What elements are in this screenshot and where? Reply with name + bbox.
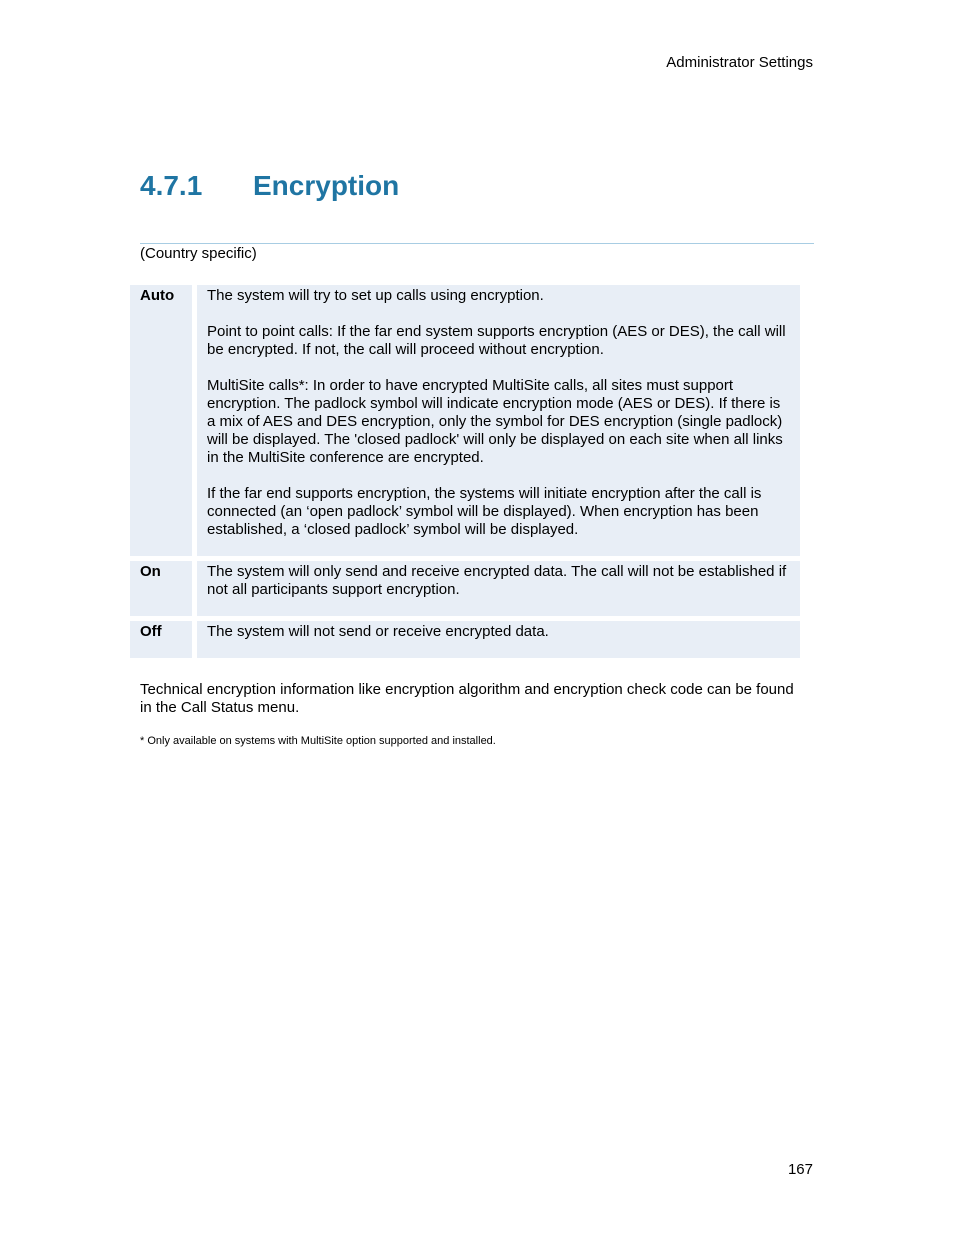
option-paragraph: Point to point calls: If the far end system supports encryption (AES or DES), the call will be encrypted. If not, the call will proceed without encryption. [207,323,786,358]
option-row-on [130,561,800,616]
option-paragraph: If the far end supports encryption, the systems will initiate encryption after the call is connected (an ‘open padlock’ symbol will be displayed). When encryption has been established, a ‘closed padlock’ symbol will be displayed. [207,485,762,538]
option-label: On [130,561,192,616]
option-description [197,285,800,556]
option-description [197,621,800,658]
option-paragraph: The system will only send and receive encrypted data. The call will not be established if not all participants support encryption. [207,563,787,598]
intro-text: (Country specific) [140,245,257,262]
option-row-auto [130,285,800,556]
footnote: * Only available on systems with MultiSite option supported and installed. [140,735,496,747]
section-heading [140,170,399,202]
option-label: Auto [130,285,192,556]
page-number: 167 [787,1161,813,1178]
heading-rule [140,243,814,244]
section-number: 4.7.1 [140,170,203,201]
running-header: Administrator Settings [666,54,813,71]
option-paragraph: The system will try to set up calls using encryption. [207,287,544,304]
technical-info-text: Technical encryption information like encryption algorithm and encryption check code can be found in the Call Status menu. [140,681,794,716]
option-paragraph: MultiSite calls*: In order to have encrypted MultiSite calls, all sites must support encryption. The padlock symbol will indicate encryption mode (AES or DES). If there is a mix of AES and DES encryption, only the symbol for DES encryption (single padlock) will be displayed. The 'closed padlock' will only be displayed on each site when all links in the MultiSite conference are encrypted. [207,377,783,466]
option-description [197,561,800,616]
option-label: Off [130,621,192,658]
option-paragraph: The system will not send or receive encrypted data. [207,623,549,640]
options-table [130,285,800,663]
section-title: Encryption [253,170,400,201]
option-row-off [130,621,800,658]
